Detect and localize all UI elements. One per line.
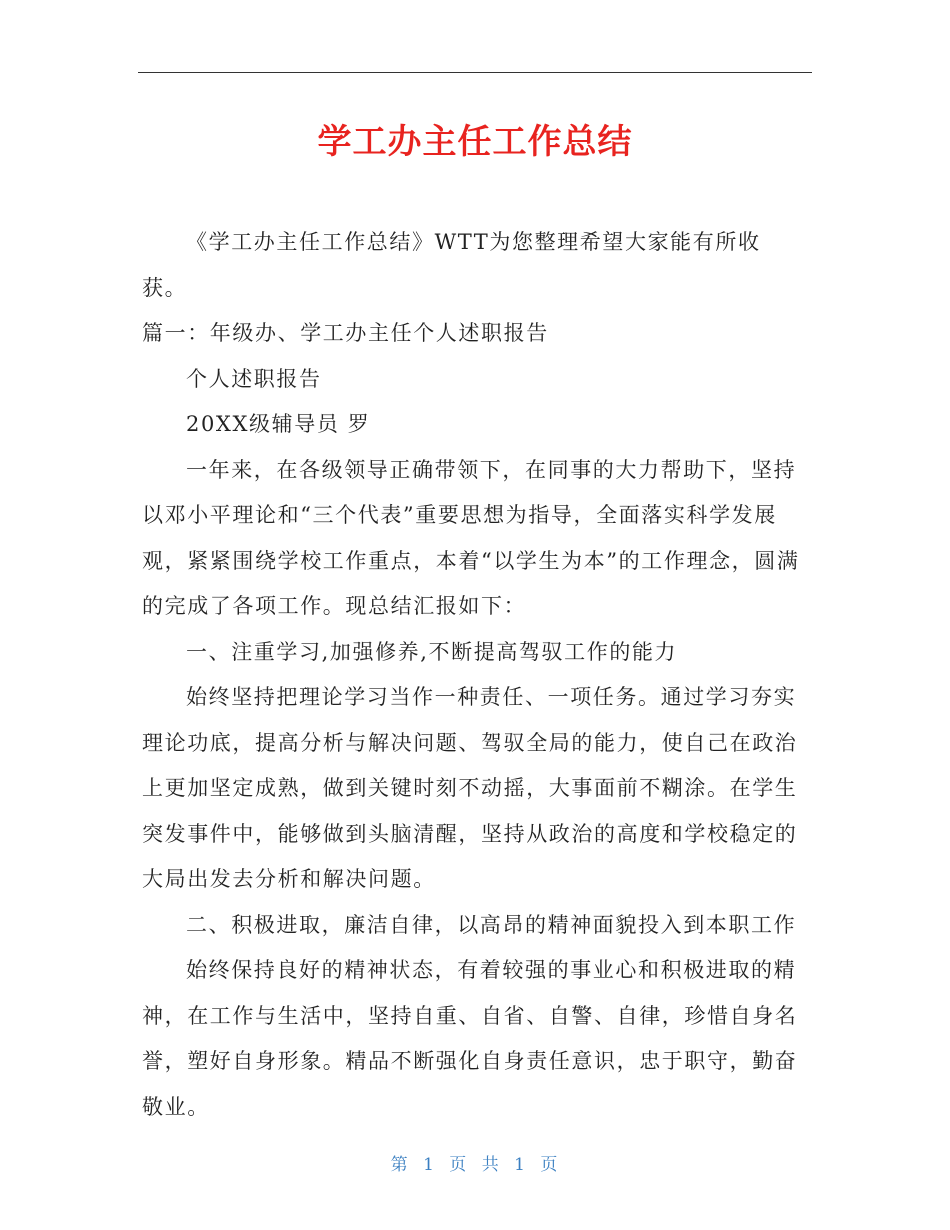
document-body	[142, 220, 802, 1130]
header-rule	[138, 72, 812, 73]
body-paragraph: 一年来，在各级领导正确带领下，在同事的大力帮助下，坚持以邓小平理论和“三个代表”重要思想为指导，全面落实科学发展观，紧紧围绕学校工作重点，本着“以学生为本”的工作理念，圆满的完成了各项工作。现总结汇报如下：	[142, 457, 800, 618]
body-paragraph: 始终坚持把理论学习当作一种责任、一项任务。通过学习夯实理论功底，提高分析与解决问题、驾驭全局的能力，使自己在政治上更加坚定成熟，做到关键时刻不动摇，大事面前不糊涂。在学生突发事件中，能够做到头脑清醒，坚持从政治的高度和学校稳定的大局出发去分析和解决问题。	[142, 685, 798, 891]
report-title: 个人述职报告	[186, 366, 322, 391]
document-title: 学工办主任工作总结	[317, 122, 633, 162]
author-line: 20XX级辅导员 罗	[186, 412, 371, 436]
section-heading: 一、注重学习,加强修养,不断提高驾驭工作的能力	[186, 639, 678, 664]
chapter-heading: 篇一：年级办、学工办主任个人述职报告	[142, 321, 549, 345]
section-heading: 二、积极进取，廉洁自律，以高昂的精神面貌投入到本职工作	[186, 912, 797, 937]
intro-paragraph: 《学工办主任工作总结》WTT为您整理希望大家能有所收获。	[142, 230, 761, 300]
page-number-footer: 第 1 页 共 1 页	[390, 1155, 560, 1175]
body-paragraph: 始终保持良好的精神状态，有着较强的事业心和积极进取的精神，在工作与生活中，坚持自重、自省、自警、自律，珍惜自身名誉，塑好自身形象。精品不断强化自身责任意识，忠于职守，勤奋敬业。	[142, 958, 798, 1119]
